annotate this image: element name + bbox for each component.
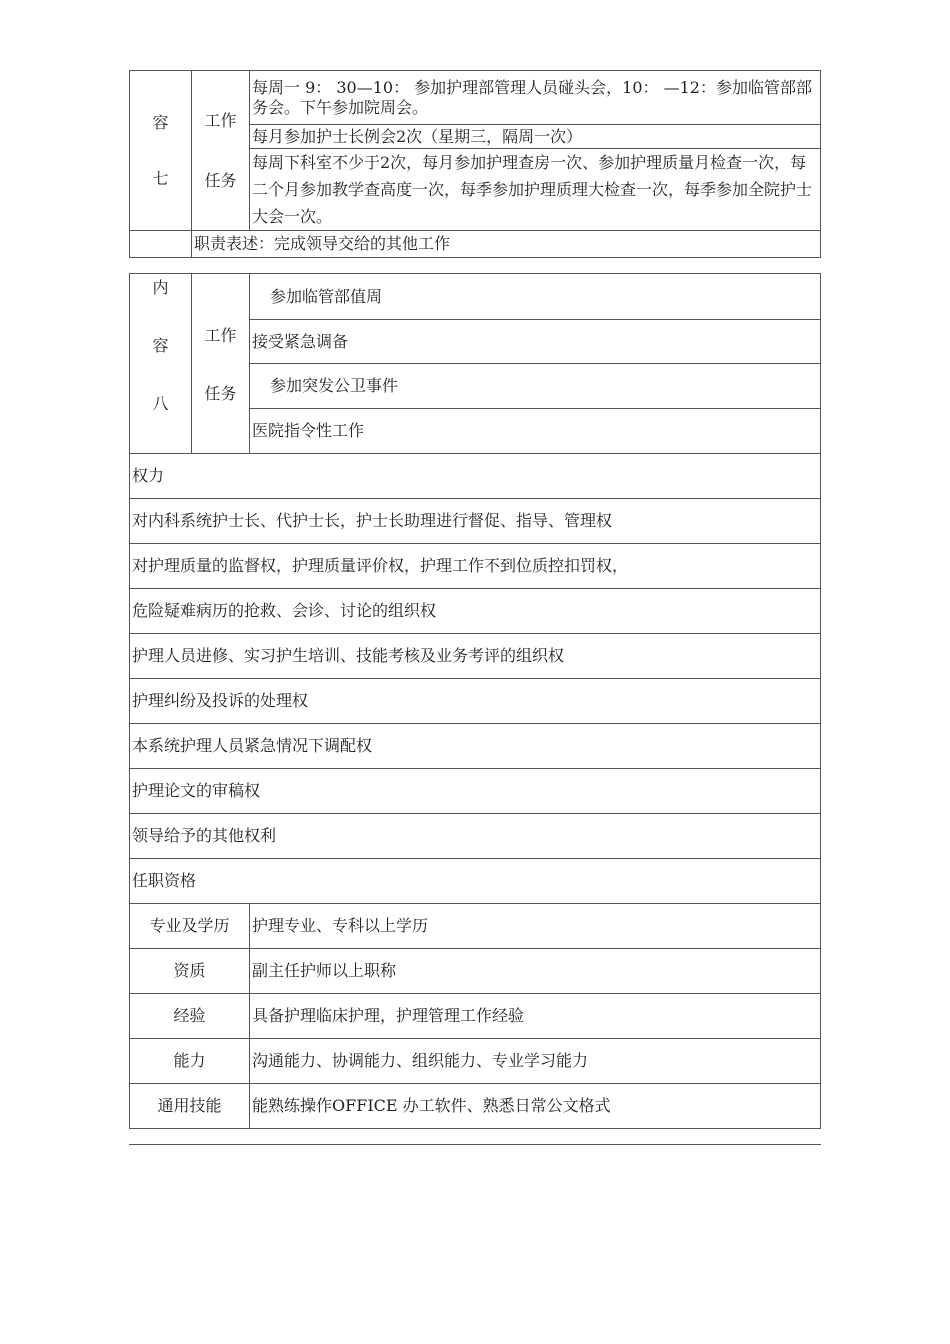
power-item: 本系统护理人员紧急情况下调配权 <box>130 724 821 769</box>
section-8-side-3: 八 <box>152 394 169 413</box>
qualification-value: 沟通能力、协调能力、组织能力、专业学习能力 <box>250 1039 821 1084</box>
section-7-table <box>129 70 821 258</box>
section-7-side-label: 容 七 <box>130 71 192 231</box>
qualification-label: 专业及学历 <box>130 904 250 949</box>
power-item: 对护理质量的监督权，护理质量评价权，护理工作不到位质控扣罚权， <box>130 544 821 589</box>
qualification-label: 通用技能 <box>130 1084 250 1129</box>
section-7-task-3: 每周下科室不少于2次，每月参加护理查房一次、参加护理质量月检查一次，每二个月参加教学查高度一次，每季参加护理质理大检查一次，每季参加全院护士大会一次。 <box>250 149 821 231</box>
power-item: 护理论文的审稿权 <box>130 769 821 814</box>
section-8-mid-label <box>192 274 250 454</box>
qualification-value: 具备护理临床护理，护理管理工作经验 <box>250 994 821 1039</box>
qualification-value: 副主任护师以上职称 <box>250 949 821 994</box>
section-8-side-label <box>130 274 192 454</box>
power-item: 对内科系统护士长、代护士长，护士长助理进行督促、指导、管理权 <box>130 499 821 544</box>
power-item: 护理纠纷及投诉的处理权 <box>130 679 821 724</box>
bottom-rule <box>129 1144 821 1145</box>
qualification-label: 经验 <box>130 994 250 1039</box>
section-8-task-4: 医院指令性工作 <box>250 409 821 454</box>
section-7-task-1: 每周一 9： 30—10： 参加护理部管理人员碰头会，10： —12：参加临管部部务会。下午参加院周会。 <box>250 71 821 125</box>
section-7-duty: 职责表述：完成领导交给的其他工作 <box>192 231 821 258</box>
qualification-label: 能力 <box>130 1039 250 1084</box>
power-item: 护理人员进修、实习护生培训、技能考核及业务考评的组织权 <box>130 634 821 679</box>
qualification-value: 护理专业、专科以上学历 <box>250 904 821 949</box>
power-item: 领导给予的其他权利 <box>130 814 821 859</box>
section-8-table <box>129 273 821 1129</box>
section-8-mid-1: 工作 <box>204 326 237 345</box>
section-7-empty-cell <box>130 231 192 258</box>
section-8-task-3: 参加突发公卫事件 <box>250 364 821 409</box>
section-8-side-2: 容 <box>152 336 169 355</box>
section-8-task-1: 参加临管部值周 <box>250 274 821 320</box>
section-8-task-2: 接受紧急调备 <box>250 320 821 364</box>
qualification-title: 任职资格 <box>130 859 821 904</box>
section-7-task-2: 每月参加护士长例会2次（星期三，隔周一次） <box>250 125 821 149</box>
section-8-side-1: 内 <box>152 278 169 297</box>
qualification-label: 资质 <box>130 949 250 994</box>
section-8-mid-2: 任务 <box>204 384 237 403</box>
qualification-value: 能熟练操作OFFICE 办工软件、熟悉日常公文格式 <box>250 1084 821 1129</box>
power-item: 危险疑难病历的抢救、会诊、讨论的组织权 <box>130 589 821 634</box>
power-title: 权力 <box>130 454 821 499</box>
section-7-mid-label: 工作 任务 <box>192 71 250 231</box>
